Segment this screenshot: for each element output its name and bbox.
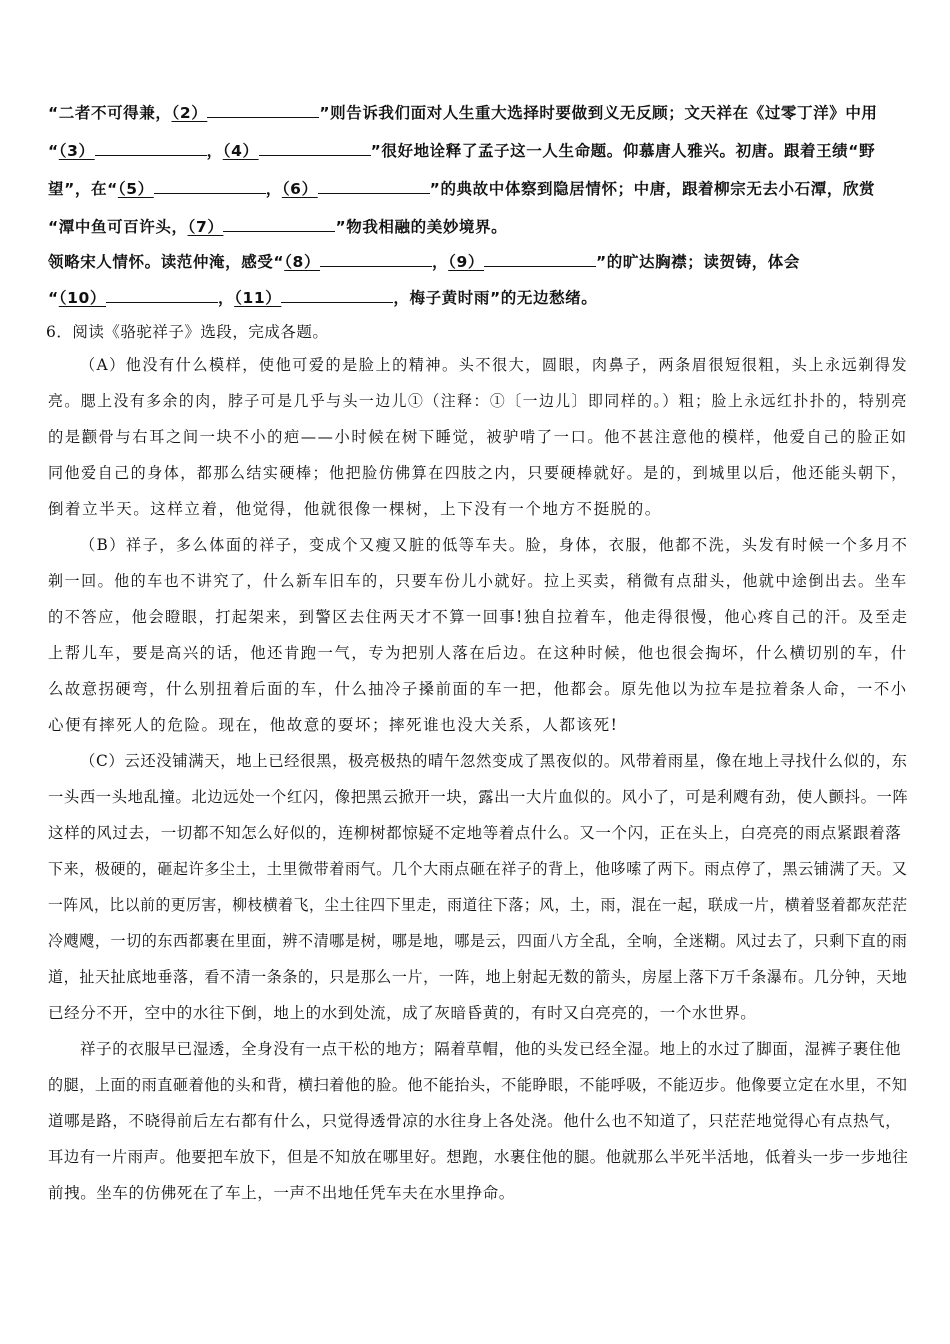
text: ”则告诉我们面对人生重大选择时要做到义无反顾；文天祥在《过零丁洋》中用 <box>319 104 878 122</box>
passage-d-line: 祥子的衣服早已湿透，全身没有一点干松的地方；隔着草帽，他的头发已经全湿。地上的水过了脚面，湿裤子裹住他 <box>80 1040 902 1058</box>
passage-c-line: 这样的风过去，一切都不知怎么好似的，连柳树都惊疑不定地等着点什么。又一个闪，正在头上，白亮亮的雨点紧跟着落 <box>48 824 902 842</box>
passage-b-line: 的不答应，他会瞪眼，打起架来，到警区去住两天才不算一回事!独自拉着车，他走得很慢，他心疼自己的汗。及至走 <box>48 608 909 626</box>
text: ”的典故中体察到隐居情怀；中唐，跟着柳宗无去小石潭，欣赏 <box>429 180 876 198</box>
passage-b-line: 上帮儿车，要是高兴的话，他还肯跑一气，专为把别人落在后边。在这种时候，他也很会掏坏，什么横切别的车，什 <box>48 644 908 662</box>
text: 领略宋人情怀。读范仲淹，感受“ <box>48 253 285 271</box>
passage-b-line: （B）祥子，多么体面的祥子，变成个又瘦又脏的低等车夫。脸，身体，衣服，他都不洗，头发有时候一个多月不 <box>80 536 909 554</box>
passage-b-line: 心便有摔死人的危险。现在，他故意的耍坏；摔死谁也没大关系，人都该死! <box>48 716 619 734</box>
blank-3[interactable] <box>95 139 207 156</box>
blank-8[interactable] <box>320 250 432 267</box>
blank-5[interactable] <box>154 177 266 194</box>
blank-label-5: （5） <box>117 180 154 198</box>
text: “潭中鱼可百许头， <box>48 218 188 236</box>
passage-a-line: 的是颧骨与右耳之间一块不小的疤——小时候在树下睡觉，被驴啃了一口。他不甚注意他的模样，他爱自己的脸正如 <box>48 428 908 446</box>
blank-2[interactable] <box>207 101 319 118</box>
passage-c-line: 一头西一头地乱撞。北边远处一个红闪，像把黑云掀开一块，露出一大片血似的。风小了，可是利飕有劲，使人颤抖。一阵 <box>48 788 909 806</box>
blank-6[interactable] <box>318 177 430 194</box>
blank-4[interactable] <box>259 139 371 156</box>
blank-label-11: （11） <box>234 289 282 307</box>
fill-in-line-5 <box>48 250 800 272</box>
passage-d-line: 耳边有一片雨声。他要把车放下，但是不知放在哪里好。想跑，水裹住他的腿。他就那么半死半活地，低着头一步一步地往 <box>48 1148 909 1166</box>
text: ”的旷达胸襟；读贺铸，体会 <box>596 253 800 271</box>
blank-label-3: （3） <box>58 142 95 160</box>
fill-in-line-6 <box>48 286 597 308</box>
text: ， <box>265 180 282 198</box>
text: 望”，在“ <box>48 180 118 198</box>
fill-in-line-1 <box>48 101 878 123</box>
text: ， <box>432 253 449 271</box>
passage-a-line: （A）他没有什么模样，使他可爱的是脸上的精神。头不很大，圆眼，肉鼻子，两条眉很短很粗，头上永远剃得发 <box>80 356 909 374</box>
passage-c-line: 已经分不开，空中的水往下倒，地上的水到处流，成了灰暗昏黄的，有时又白亮亮的，一个水世界。 <box>48 1004 757 1022</box>
text: ”物我相融的美妙境界。 <box>335 218 508 236</box>
passage-c-line: 下来，极硬的，砸起许多尘土，土里微带着雨气。几个大雨点砸在祥子的背上，他哆嗦了两下。雨点停了，黑云铺满了天。又 <box>48 860 908 878</box>
blank-10[interactable] <box>106 286 218 303</box>
passage-d-line: 道哪是路，不晓得前后左右都有什么，只觉得透骨凉的水往身上各处浇。他什么也不知道了，只茫茫地觉得心有点热气， <box>48 1112 902 1130</box>
fill-in-line-2 <box>48 139 875 161</box>
text: ”很好地诠释了孟子这一人生命题。仰慕唐人雅兴。初唐。跟着王绩“野 <box>370 142 876 160</box>
blank-label-8: （8） <box>284 253 321 271</box>
blank-7[interactable] <box>223 215 335 232</box>
blank-label-4: （4） <box>222 142 259 160</box>
question-6-title: 6．阅读《骆驼祥子》选段，完成各题。 <box>46 323 329 341</box>
passage-a-line: 亮。腮上没有多余的肉，脖子可是几乎与头一边儿①（注释：①〔一边儿〕即同样的。）粗；脸上永远红扑扑的，特别亮 <box>48 392 908 410</box>
blank-9[interactable] <box>484 250 596 267</box>
blank-label-2: （2） <box>171 104 208 122</box>
fill-in-line-3 <box>48 177 875 199</box>
passage-d-line: 前拽。坐车的仿佛死在了车上，一声不出地任凭车夫在水里挣命。 <box>48 1184 515 1202</box>
blank-label-6: （6） <box>281 180 318 198</box>
blank-label-9: （9） <box>448 253 484 271</box>
text: ， <box>206 142 223 160</box>
passage-c-line: （C）云还没铺满天，地上已经很黑，极亮极热的晴午忽然变成了黑夜似的。风带着雨星，像在地上寻找什么似的，东 <box>80 752 908 770</box>
passage-b-line: 剃一回。他的车也不讲究了，什么新车旧车的，只要车份儿小就好。拉上买卖，稍微有点甜头，他就中途倒出去。坐车 <box>48 572 908 590</box>
text: “二者不可得兼， <box>48 104 172 122</box>
blank-label-10: （10） <box>58 289 107 307</box>
text: ， <box>218 289 235 307</box>
text: ，梅子黄时雨”的无边愁绪。 <box>393 289 598 307</box>
passage-c-line: 道，扯天扯底地垂落，看不清一条条的，只是那么一片，一阵，地上射起无数的箭头，房屋上落下万千条瀑布。几分钟，天地 <box>48 968 908 986</box>
blank-11[interactable] <box>281 286 393 303</box>
passage-d-line: 的腿，上面的雨直砸着他的头和背，横扫着他的脸。他不能抬头，不能睁眼，不能呼吸，不能迈步。他像要立定在水里，不知 <box>48 1076 908 1094</box>
text: “ <box>48 289 59 307</box>
blank-label-7: （7） <box>187 218 224 236</box>
passage-a-line: 倒着立半天。这样立着，他觉得，他就很像一棵树，上下没有一个地方不挺脱的。 <box>48 500 662 518</box>
passage-a-line: 同他爱自己的身体，都那么结实硬棒；他把脸仿佛算在四肢之内，只要硬棒就好。是的，到城里以后，他还能头朝下， <box>48 464 908 482</box>
passage-c-line: 一阵风，比以前的更厉害，柳枝横着飞，尘土往四下里走，雨道往下落；风，土，雨，混在一起，联成一片，横着竖着都灰茫茫 <box>48 896 908 914</box>
fill-in-line-4 <box>48 215 507 237</box>
passage-b-line: 么故意拐硬弯，什么别扭着后面的车，什么抽冷子搡前面的车一把，他都会。原先他以为拉车是拉着条人命，一不小 <box>48 680 908 698</box>
passage-c-line: 冷飕飕，一切的东西都裹在里面，辨不清哪是树，哪是地，哪是云，四面八方全乱，全响，全迷糊。风过去了，只剩下直的雨 <box>48 932 908 950</box>
text: “ <box>48 142 59 160</box>
